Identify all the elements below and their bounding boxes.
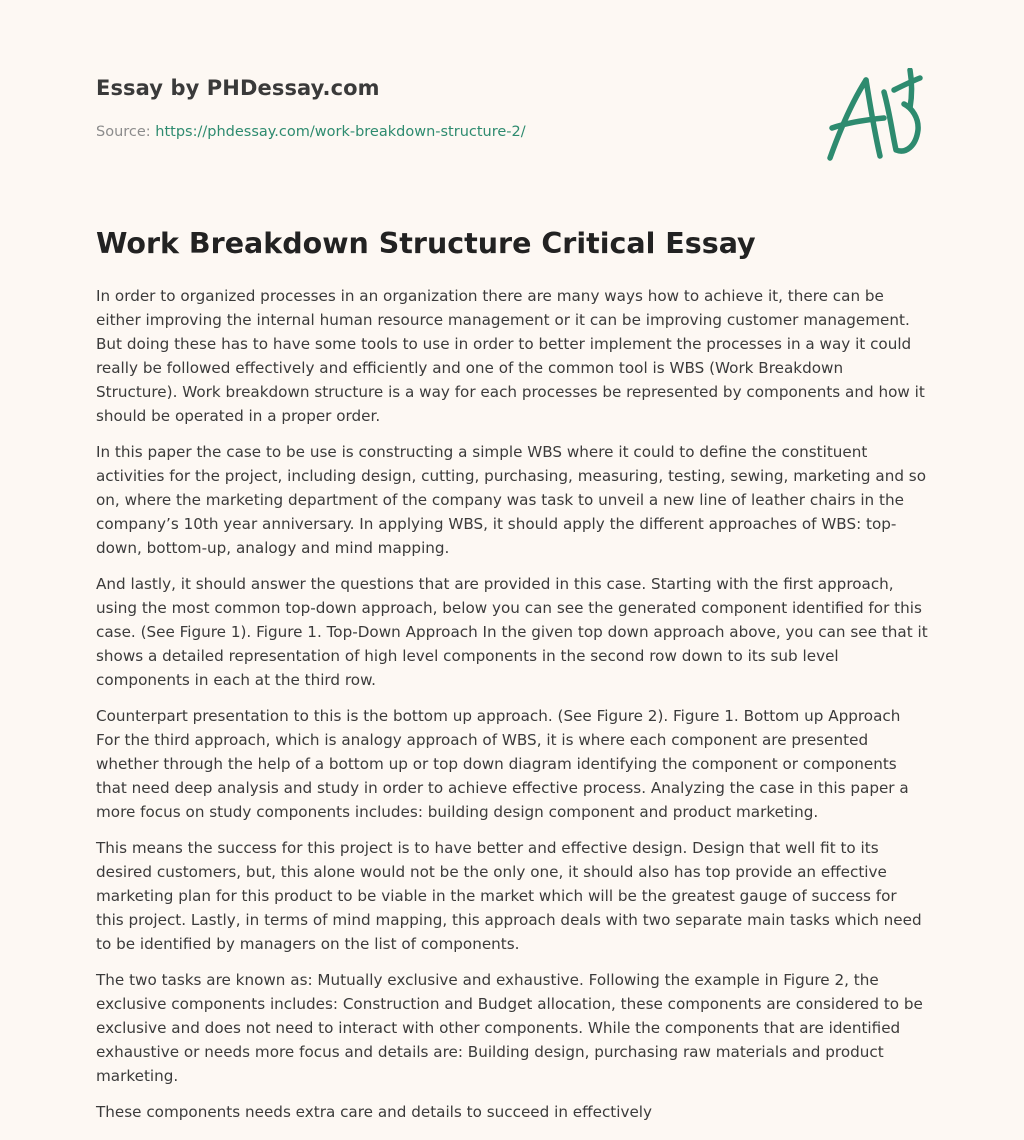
paragraph: These components needs extra care and details to succeed in effectively — [96, 1103, 653, 1121]
paragraph: The two tasks are known as: Mutually exclusive and exhaustive. Following the example in Figure 2, the exclusive components includes: Construction and Budget allocation, these components are considered to be exclusive and does not need to interact with other components. While the components that are identified exhaustive or needs more focus and details are: Building design, purchasing raw materials and product marketing. — [96, 971, 923, 1085]
paragraph: In order to organized processes in an organization there are many ways how to achieve it, there can be either improving the internal human resource management or it can be improving customer management. But doing these has to have some tools to use in order to better implement the processes in a way it could really be followed effectively and efficiently and one of the common tool is WBS (Work Breakdown Structure). Work breakdown structure is a way for each processes be represented by components and how it should be operated in a proper order. — [96, 287, 925, 425]
paragraph: Counterpart presentation to this is the bottom up approach. (See Figure 2). Figure 1. Bottom up Approach For the third approach, which is analogy approach of WBS, it is where each component are presented whether through the help of a bottom up or top down diagram identifying the component or components that need deep analysis and study in order to achieve effective process. Analyzing the case in this paper a more focus on study components includes: building design component and product marketing. — [96, 707, 909, 821]
paragraph: In this paper the case to be use is constructing a simple WBS where it could to define the constituent activities for the project, including design, cutting, purchasing, measuring, testing, sewing, marketing and so on, where the marketing department of the company was task to unveil a new line of leather chairs in the company’s 10th year anniversary. In applying WBS, it should apply the different approaches of WBS: top-down, bottom-up, analogy and mind mapping. — [96, 443, 927, 557]
essay-title: Work Breakdown Structure Critical Essay — [96, 227, 756, 260]
a-plus-logo-icon — [824, 68, 928, 166]
paragraph: This means the success for this project is to have better and effective design. Design that well fit to its desired customers, but, this alone would not be the only one, it should also has top provide an effective marketing plan for this product to be viable in the market which will be the greatest gauge of success for this project. Lastly, in terms of mind mapping, this approach deals with two separate main tasks which need to be identified by managers on the list of components. — [96, 839, 922, 953]
source-label: Source: — [96, 124, 156, 140]
paragraph: And lastly, it should answer the questions that are provided in this case. Starting with the first approach, using the most common top-down approach, below you can see the generated component identified for this case. (See Figure 1). Figure 1. Top-Down Approach In the given top down approach above, you can see that it shows a detailed representation of high level components in the second row down to its sub level components in each at the third row. — [96, 575, 928, 689]
essay-body — [96, 284, 928, 1136]
site-brand: Essay by PHDessay.com — [96, 76, 380, 100]
source-line — [96, 124, 526, 140]
source-link[interactable]: https://phdessay.com/work-breakdown-structure-2/ — [155, 124, 526, 140]
